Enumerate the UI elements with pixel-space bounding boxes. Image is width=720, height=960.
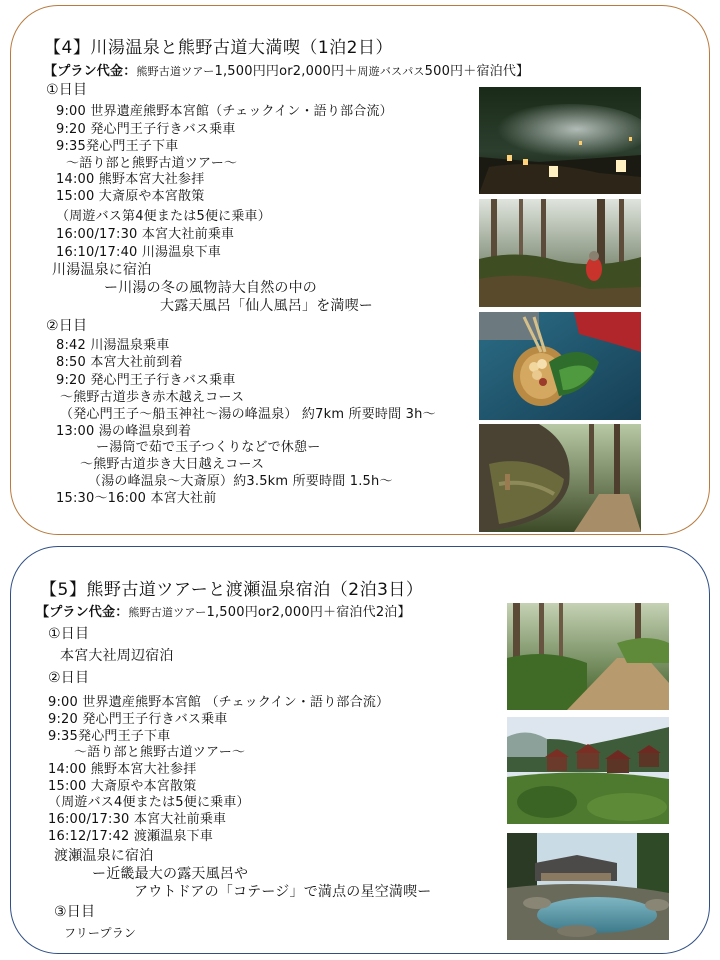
plan-4-stay-note-2: 大露天風呂「仙人風呂」を満喫ー: [160, 298, 373, 314]
schedule-line: 9:00 世界遺産熊野本宮館（チェックイン・語り部合流）: [56, 104, 393, 119]
plan-5-stay-note-2: アウトドアの「コテージ」で満点の星空満喫ー: [134, 884, 432, 900]
price-open: 【プラン代金：: [36, 605, 129, 620]
price-rest: 500円＋宿泊代】: [424, 64, 530, 79]
plan-4-day1-label: ①日目: [46, 82, 88, 98]
plan-5-day3-text: フリープラン: [64, 926, 137, 940]
plan-5-day3-label: ③日目: [54, 904, 96, 920]
schedule-line: 9:20 発心門王子行きバス乗車: [56, 122, 236, 137]
price-kodo: 熊野古道ツアー: [136, 65, 215, 78]
plan-4-title: 【4】川湯温泉と熊野古道大満喫（1泊2日）: [44, 38, 393, 58]
plan-5-stay: 渡瀬温泉に宿泊: [54, 848, 154, 864]
forest-path-photo: [507, 603, 669, 710]
schedule-line: ー湯筒で茹で玉子つくりなどで休憩ー: [96, 440, 321, 455]
plan-4-day2-label: ②日目: [46, 318, 88, 334]
schedule-line: 15:30～16:00 本宮大社前: [56, 491, 217, 506]
price-bus: 周遊バスパス: [357, 65, 425, 78]
schedule-line: 9:00 世界遺産熊野本宮館 （チェックイン・語り部合流）: [48, 695, 390, 710]
onsen-egg-basket-photo: [479, 312, 641, 420]
night-onsen-lanterns-photo: [479, 87, 641, 194]
plan-4-stay-note-1: ー川湯の冬の風物詩大自然の中の: [104, 280, 317, 296]
schedule-line: ～熊野古道歩き大日越えコース: [80, 457, 265, 472]
plan-5-stay-note-1: ー近畿最大の露天風呂や: [92, 866, 249, 882]
schedule-line: ～語り部と熊野古道ツアー～: [66, 156, 238, 171]
plan-4-stay: 川湯温泉に宿泊: [52, 262, 152, 278]
schedule-line: 16:00/17:30 本宮大社前乗車: [56, 227, 235, 242]
plan-5-price: [36, 604, 411, 621]
schedule-line: 13:00 湯の峰温泉到着: [56, 424, 192, 439]
schedule-line: 15:00 大斎原や本宮散策: [48, 779, 197, 794]
price-open: 【プラン代金：: [44, 64, 137, 79]
schedule-line: ～語り部と熊野古道ツアー～: [74, 745, 246, 760]
schedule-line: （周遊バス4便または5便に乗車）: [48, 795, 250, 810]
schedule-line: 14:00 熊野本宮大社参拝: [48, 762, 197, 777]
schedule-line: 9:20 発心門王子行きバス乗車: [48, 712, 228, 727]
schedule-line: ～熊野古道歩き赤木越えコース: [60, 390, 245, 405]
plan-4-price: [44, 63, 529, 80]
plan-5-day1-label: ①日目: [48, 626, 90, 642]
schedule-line: （周遊バス第4便または5便に乗車）: [56, 209, 271, 224]
schedule-line: 14:00 熊野本宮大社参拝: [56, 172, 205, 187]
price-rest: 1,500円or2,000円＋宿泊代2泊】: [206, 605, 411, 620]
schedule-line: 9:35発心門王子下車: [56, 139, 179, 154]
price-kodo: 熊野古道ツアー: [128, 606, 207, 619]
cottage-village-photo: [507, 717, 669, 824]
schedule-line: 8:42 川湯温泉乗車: [56, 338, 170, 353]
schedule-line: （発心門王子～船玉神社～湯の峰温泉） 約7km 所要時間 3h～: [60, 407, 436, 422]
price-amount: 1,500円円or2,000円＋: [214, 64, 358, 79]
mossy-rock-trail-photo: [479, 424, 641, 532]
open-air-bath-photo: [507, 833, 669, 940]
schedule-line: 9:35発心門王子下車: [48, 729, 171, 744]
schedule-line: （湯の峰温泉～大斎原）約3.5km 所要時間 1.5h～: [88, 474, 393, 489]
schedule-line: 9:20 発心門王子行きバス乗車: [56, 373, 236, 388]
schedule-line: 16:10/17:40 川湯温泉下車: [56, 245, 222, 260]
schedule-line: 15:00 大斎原や本宮散策: [56, 189, 205, 204]
plan-5-day1-text: 本宮大社周辺宿泊: [60, 648, 174, 664]
schedule-line: 16:12/17:42 渡瀬温泉下車: [48, 829, 214, 844]
forest-trail-jizo-photo: [479, 199, 641, 307]
plan-5-title: 【5】熊野古道ツアーと渡瀬温泉宿泊（2泊3日）: [40, 580, 424, 600]
schedule-line: 16:00/17:30 本宮大社前乗車: [48, 812, 227, 827]
schedule-line: 8:50 本宮大社前到着: [56, 355, 183, 370]
plan-5-day2-label: ②日目: [48, 670, 90, 686]
